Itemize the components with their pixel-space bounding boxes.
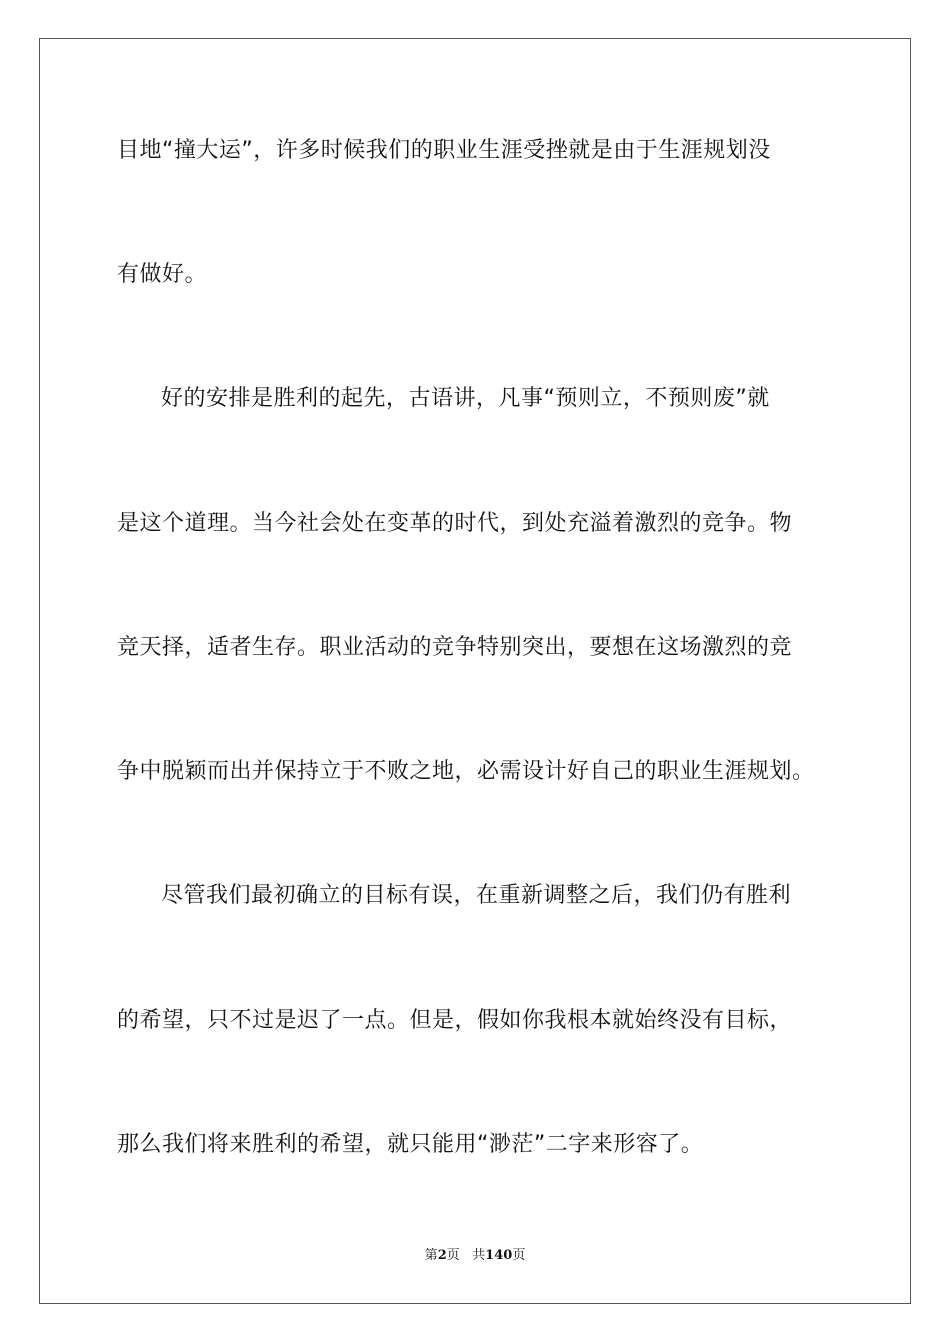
- footer-total-pages: 140: [485, 1248, 513, 1263]
- footer-page-suffix: 页: [446, 1248, 460, 1263]
- text-line-2: 有做好。: [117, 262, 208, 287]
- footer-prefix: 第: [424, 1248, 438, 1263]
- text-line-5: 竞天择，适者生存。职业活动的竞争特别突出，要想在这场激烈的竞: [117, 635, 793, 660]
- text-line-3: 好的安排是胜利的起先，古语讲，凡事“预则立，不预则废”就: [161, 386, 770, 411]
- text-line-8: 的希望，只不过是迟了一点。但是，假如你我根本就始终没有目标，: [117, 1008, 793, 1033]
- text-line-1: 目地“撞大运”，许多时候我们的职业生涯受挫就是由于生涯规划没: [117, 138, 771, 163]
- text-line-7: 尽管我们最初确立的目标有误，在重新调整之后，我们仍有胜利: [161, 883, 792, 908]
- footer-page-number: 2: [437, 1248, 447, 1263]
- page-footer: [0, 1247, 950, 1265]
- footer-total-suffix: 页: [512, 1248, 526, 1263]
- text-line-9: 那么我们将来胜利的希望，就只能用“渺茫”二字来形容了。: [117, 1132, 704, 1157]
- footer-total-prefix: 共: [472, 1248, 486, 1263]
- text-line-4: 是这个道理。当今社会处在变革的时代，到处充溢着激烈的竞争。物: [117, 511, 793, 536]
- page-border: [39, 38, 911, 1304]
- text-line-6: 争中脱颖而出并保持立于不败之地，必需设计好自己的职业生涯规划。: [117, 759, 815, 784]
